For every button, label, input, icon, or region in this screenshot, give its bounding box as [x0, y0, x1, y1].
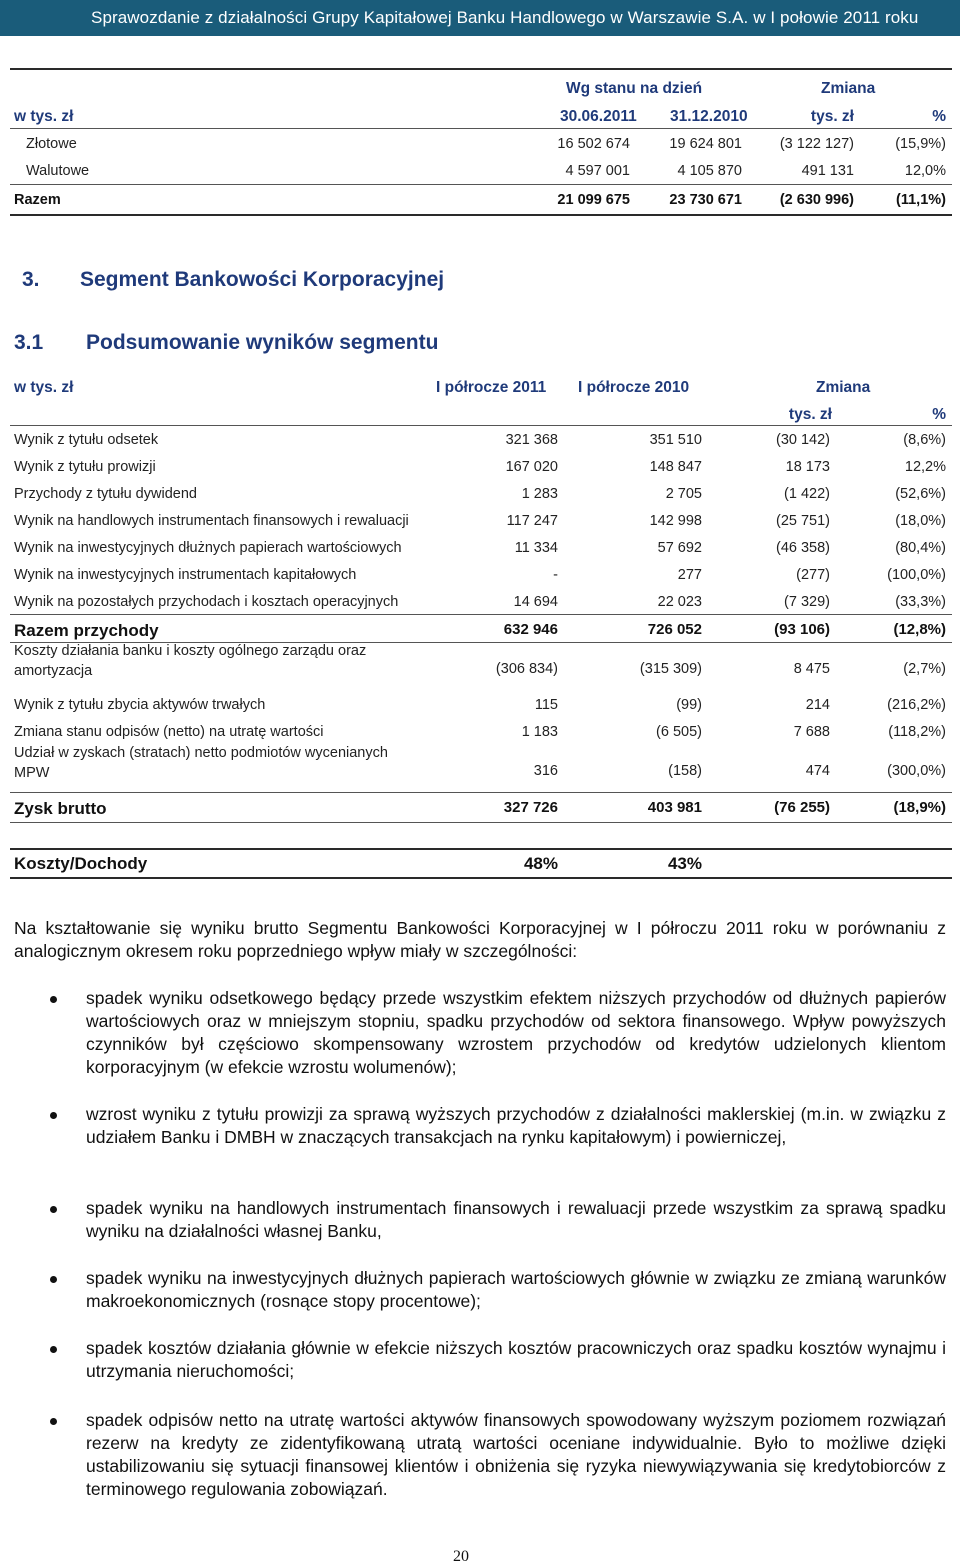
- value-cell: 726 052: [647, 621, 702, 638]
- report-header-bar: [0, 0, 960, 36]
- change-cell: 7 688: [793, 724, 830, 740]
- change-cell: (76 255): [774, 799, 830, 816]
- bullet-item: spadek odpisów netto na utratę wartości aktywów finansowych spowodowany wyższym poziomem rozwiązań rezerw na kredyty ze zidentyfikowaną utratą wartości oceniane indywidualnie. Było to możliwe dzięki ustabilizowaniu się sytuacji finansowej klientów i obniżenia się ryzyka niewywiązywania się kredytobiorców z terminowego regulowania zobowiązań.: [86, 1410, 946, 1499]
- period1-header: I półrocze 2011: [436, 379, 547, 396]
- change-cell: (277): [796, 567, 830, 583]
- pct-cell: (100,0%): [887, 567, 946, 583]
- ratio-value-2011: 48%: [523, 854, 558, 873]
- change-cell: 214: [805, 697, 830, 713]
- row-label: Zmiana stanu odpisów (netto) na utratę wartości: [14, 724, 324, 740]
- value-cell: 57 692: [657, 540, 702, 556]
- row-rule: [10, 642, 952, 643]
- value-cell: 14 694: [513, 594, 558, 610]
- change-cell: 474: [805, 763, 830, 779]
- row-label: Wynik na pozostałych przychodach i kosztach operacyjnych: [14, 594, 399, 610]
- change-cell: 8 475: [793, 661, 830, 677]
- pct-header: %: [932, 406, 946, 423]
- bullet-item: spadek wyniku na handlowych instrumentach finansowych i rewaluacji przede wszystkim za sprawą spadku wyniku na działalności własnej Banku,: [86, 1198, 946, 1241]
- intro-paragraph: Na kształtowanie się wyniku brutto Segmentu Bankowości Korporacyjnej w I półroczu 2011 roku w porównaniu z analogicznym okresem roku poprzedniego wpływ miały w szczególności:: [14, 918, 946, 961]
- value-cell: 115: [534, 697, 558, 713]
- change-cell: 18 173: [785, 459, 830, 475]
- section-number: 3.: [22, 268, 40, 291]
- pct-cell: (15,9%): [895, 136, 946, 152]
- value-cell: 277: [677, 567, 702, 583]
- bullet-dot: [50, 996, 57, 1003]
- change-unit-header: tys. zł: [788, 406, 832, 423]
- pct-header: %: [932, 108, 946, 125]
- row-label: Walutowe: [26, 163, 90, 179]
- value-cell: 148 847: [649, 459, 702, 475]
- value-cell: 23 730 671: [669, 192, 742, 208]
- report-title: Sprawozdanie z działalności Grupy Kapitałowej Banku Handlowego w Warszawie S.A. w I połowie 2011 roku: [91, 8, 919, 27]
- bullet-dot: [50, 1206, 57, 1213]
- value-cell: (315 309): [639, 661, 702, 677]
- value-cell: 321 368: [505, 432, 558, 448]
- pct-cell: 12,2%: [904, 459, 946, 475]
- change-cell: (7 329): [784, 594, 830, 610]
- value-cell: -: [553, 567, 558, 583]
- row-label: Przychody z tytułu dywidend: [14, 486, 197, 502]
- row-label: Wynik na inwestycyjnych instrumentach kapitałowych: [14, 567, 357, 583]
- value-cell: 4 105 870: [677, 163, 742, 179]
- value-cell: 142 998: [649, 513, 702, 529]
- change-cell: (3 122 127): [779, 136, 854, 152]
- subsection-number: 3.1: [14, 331, 44, 354]
- pct-cell: (300,0%): [887, 763, 946, 779]
- date1-header: 30.06.2011: [560, 108, 637, 125]
- value-cell: 632 946: [503, 621, 558, 638]
- subsection-title: Podsumowanie wyników segmentu: [86, 331, 439, 354]
- value-cell: 2 705: [665, 486, 702, 502]
- row-rule: [10, 614, 952, 615]
- change-cell: 491 131: [801, 163, 854, 179]
- value-cell: 21 099 675: [557, 192, 630, 208]
- value-cell: (158): [668, 763, 702, 779]
- value-cell: 316: [533, 763, 558, 779]
- row-label: Wynik na handlowych instrumentach finansowych i rewaluacji: [14, 513, 409, 529]
- pct-cell: (33,3%): [895, 594, 946, 610]
- header-rule: [10, 425, 952, 426]
- pct-cell: (80,4%): [895, 540, 946, 556]
- bullet-dot: [50, 1346, 57, 1353]
- pct-cell: (18,9%): [893, 799, 946, 816]
- value-cell: 117 247: [506, 513, 558, 529]
- pct-cell: (216,2%): [887, 697, 946, 713]
- value-cell: 351 510: [649, 432, 702, 448]
- header-rule: [10, 128, 952, 129]
- bullet-dot: [50, 1276, 57, 1283]
- period2-header: I półrocze 2010: [578, 379, 690, 396]
- bullet-item: spadek kosztów działania głównie w efekcie niższych kosztów pracowniczych oraz spadku kosztów wynajmu i utrzymania nieruchomości;: [86, 1338, 946, 1381]
- section-title: Segment Bankowości Korporacyjnej: [80, 268, 445, 291]
- pct-cell: (52,6%): [895, 486, 946, 502]
- ratio-top-rule: [10, 848, 952, 850]
- value-cell: 4 597 001: [565, 163, 630, 179]
- pct-cell: (11,1%): [896, 192, 946, 208]
- value-cell: (99): [676, 697, 702, 713]
- group-header: Wg stanu na dzień: [566, 80, 703, 97]
- row-rule: [10, 822, 952, 823]
- change-unit-header: tys. zł: [810, 108, 854, 125]
- bullet-item: wzrost wyniku z tytułu prowizji za sprawą wyższych przychodów z działalności maklerskiej (m.in. w związku z udziałem Banku i DMBH w znaczących transakcjach na rynku kapitałowym) i powierniczej,: [86, 1104, 946, 1147]
- value-cell: 22 023: [657, 594, 702, 610]
- pct-cell: (8,6%): [903, 432, 946, 448]
- value-cell: 19 624 801: [669, 136, 742, 152]
- date2-header: 31.12.2010: [670, 108, 748, 125]
- pct-cell: 12,0%: [904, 163, 946, 179]
- row-label: Wynik na inwestycyjnych dłużnych papierach wartościowych: [14, 540, 402, 556]
- change-header: Zmiana: [816, 379, 871, 396]
- value-cell: 167 020: [505, 459, 558, 475]
- row-label: Zysk brutto: [14, 799, 107, 818]
- row-label: Wynik z tytułu odsetek: [14, 432, 159, 448]
- value-cell: 11 334: [514, 540, 558, 556]
- change-cell: (46 358): [775, 540, 830, 556]
- value-cell: 1 283: [521, 486, 558, 502]
- bullet-dot: [50, 1418, 57, 1425]
- bullet-item: spadek wyniku na inwestycyjnych dłużnych papierach wartościowych głównie w związku ze zmianą warunków makroekonomicznych (rosnące stopy procentowe);: [86, 1268, 946, 1311]
- row-label: Złotowe: [26, 136, 77, 152]
- row-rule: [10, 792, 952, 793]
- page-number: 20: [453, 1548, 469, 1565]
- value-cell: 327 726: [503, 799, 558, 816]
- table-top-rule: [10, 68, 952, 70]
- row-label: Wynik z tytułu zbycia aktywów trwałych: [14, 697, 266, 713]
- row-rule: [10, 184, 952, 185]
- bullet-item: spadek wyniku odsetkowego będący przede wszystkim efektem niższych przychodów od dłużnych papierów wartościowych oraz w mniejszym stopniu, spadku przychodów od sektora finansowego. Wpływ powyższych czynników był częściowo skompensowany wzrostem przychodów od kredytów udzielonych klientom korporacyjnym (w efekcie wzrostu wolumenów);: [86, 988, 946, 1077]
- pct-cell: (2,7%): [903, 661, 946, 677]
- unit-label: w tys. zł: [14, 379, 74, 396]
- row-label: Razem przychody: [14, 621, 159, 640]
- ratio-label: Koszty/Dochody: [14, 854, 148, 873]
- change-header: Zmiana: [821, 80, 876, 97]
- unit-label: w tys. zł: [14, 108, 74, 125]
- row-label: Wynik z tytułu prowizji: [14, 459, 156, 475]
- table-bottom-rule: [10, 214, 952, 216]
- bullet-dot: [50, 1112, 57, 1119]
- value-cell: 1 183: [521, 724, 558, 740]
- value-cell: (306 834): [495, 661, 558, 677]
- value-cell: 16 502 674: [557, 136, 630, 152]
- pct-cell: (18,0%): [895, 513, 946, 529]
- ratio-bottom-rule: [10, 877, 952, 879]
- row-label: Koszty działania banku i koszty ogólnego zarządu oraz amortyzacja: [14, 643, 367, 679]
- value-cell: (6 505): [656, 724, 702, 740]
- value-cell: 403 981: [647, 799, 702, 816]
- ratio-value-2010: 43%: [667, 854, 702, 873]
- change-cell: (93 106): [774, 621, 830, 638]
- row-label: Udział w zyskach (stratach) netto podmiotów wycenianych MPW: [14, 745, 388, 781]
- row-label: Razem: [14, 192, 61, 208]
- change-cell: (25 751): [775, 513, 830, 529]
- change-cell: (30 142): [775, 432, 830, 448]
- change-cell: (1 422): [784, 486, 830, 502]
- pct-cell: (12,8%): [893, 621, 946, 638]
- pct-cell: (118,2%): [888, 724, 946, 740]
- change-cell: (2 630 996): [779, 192, 854, 208]
